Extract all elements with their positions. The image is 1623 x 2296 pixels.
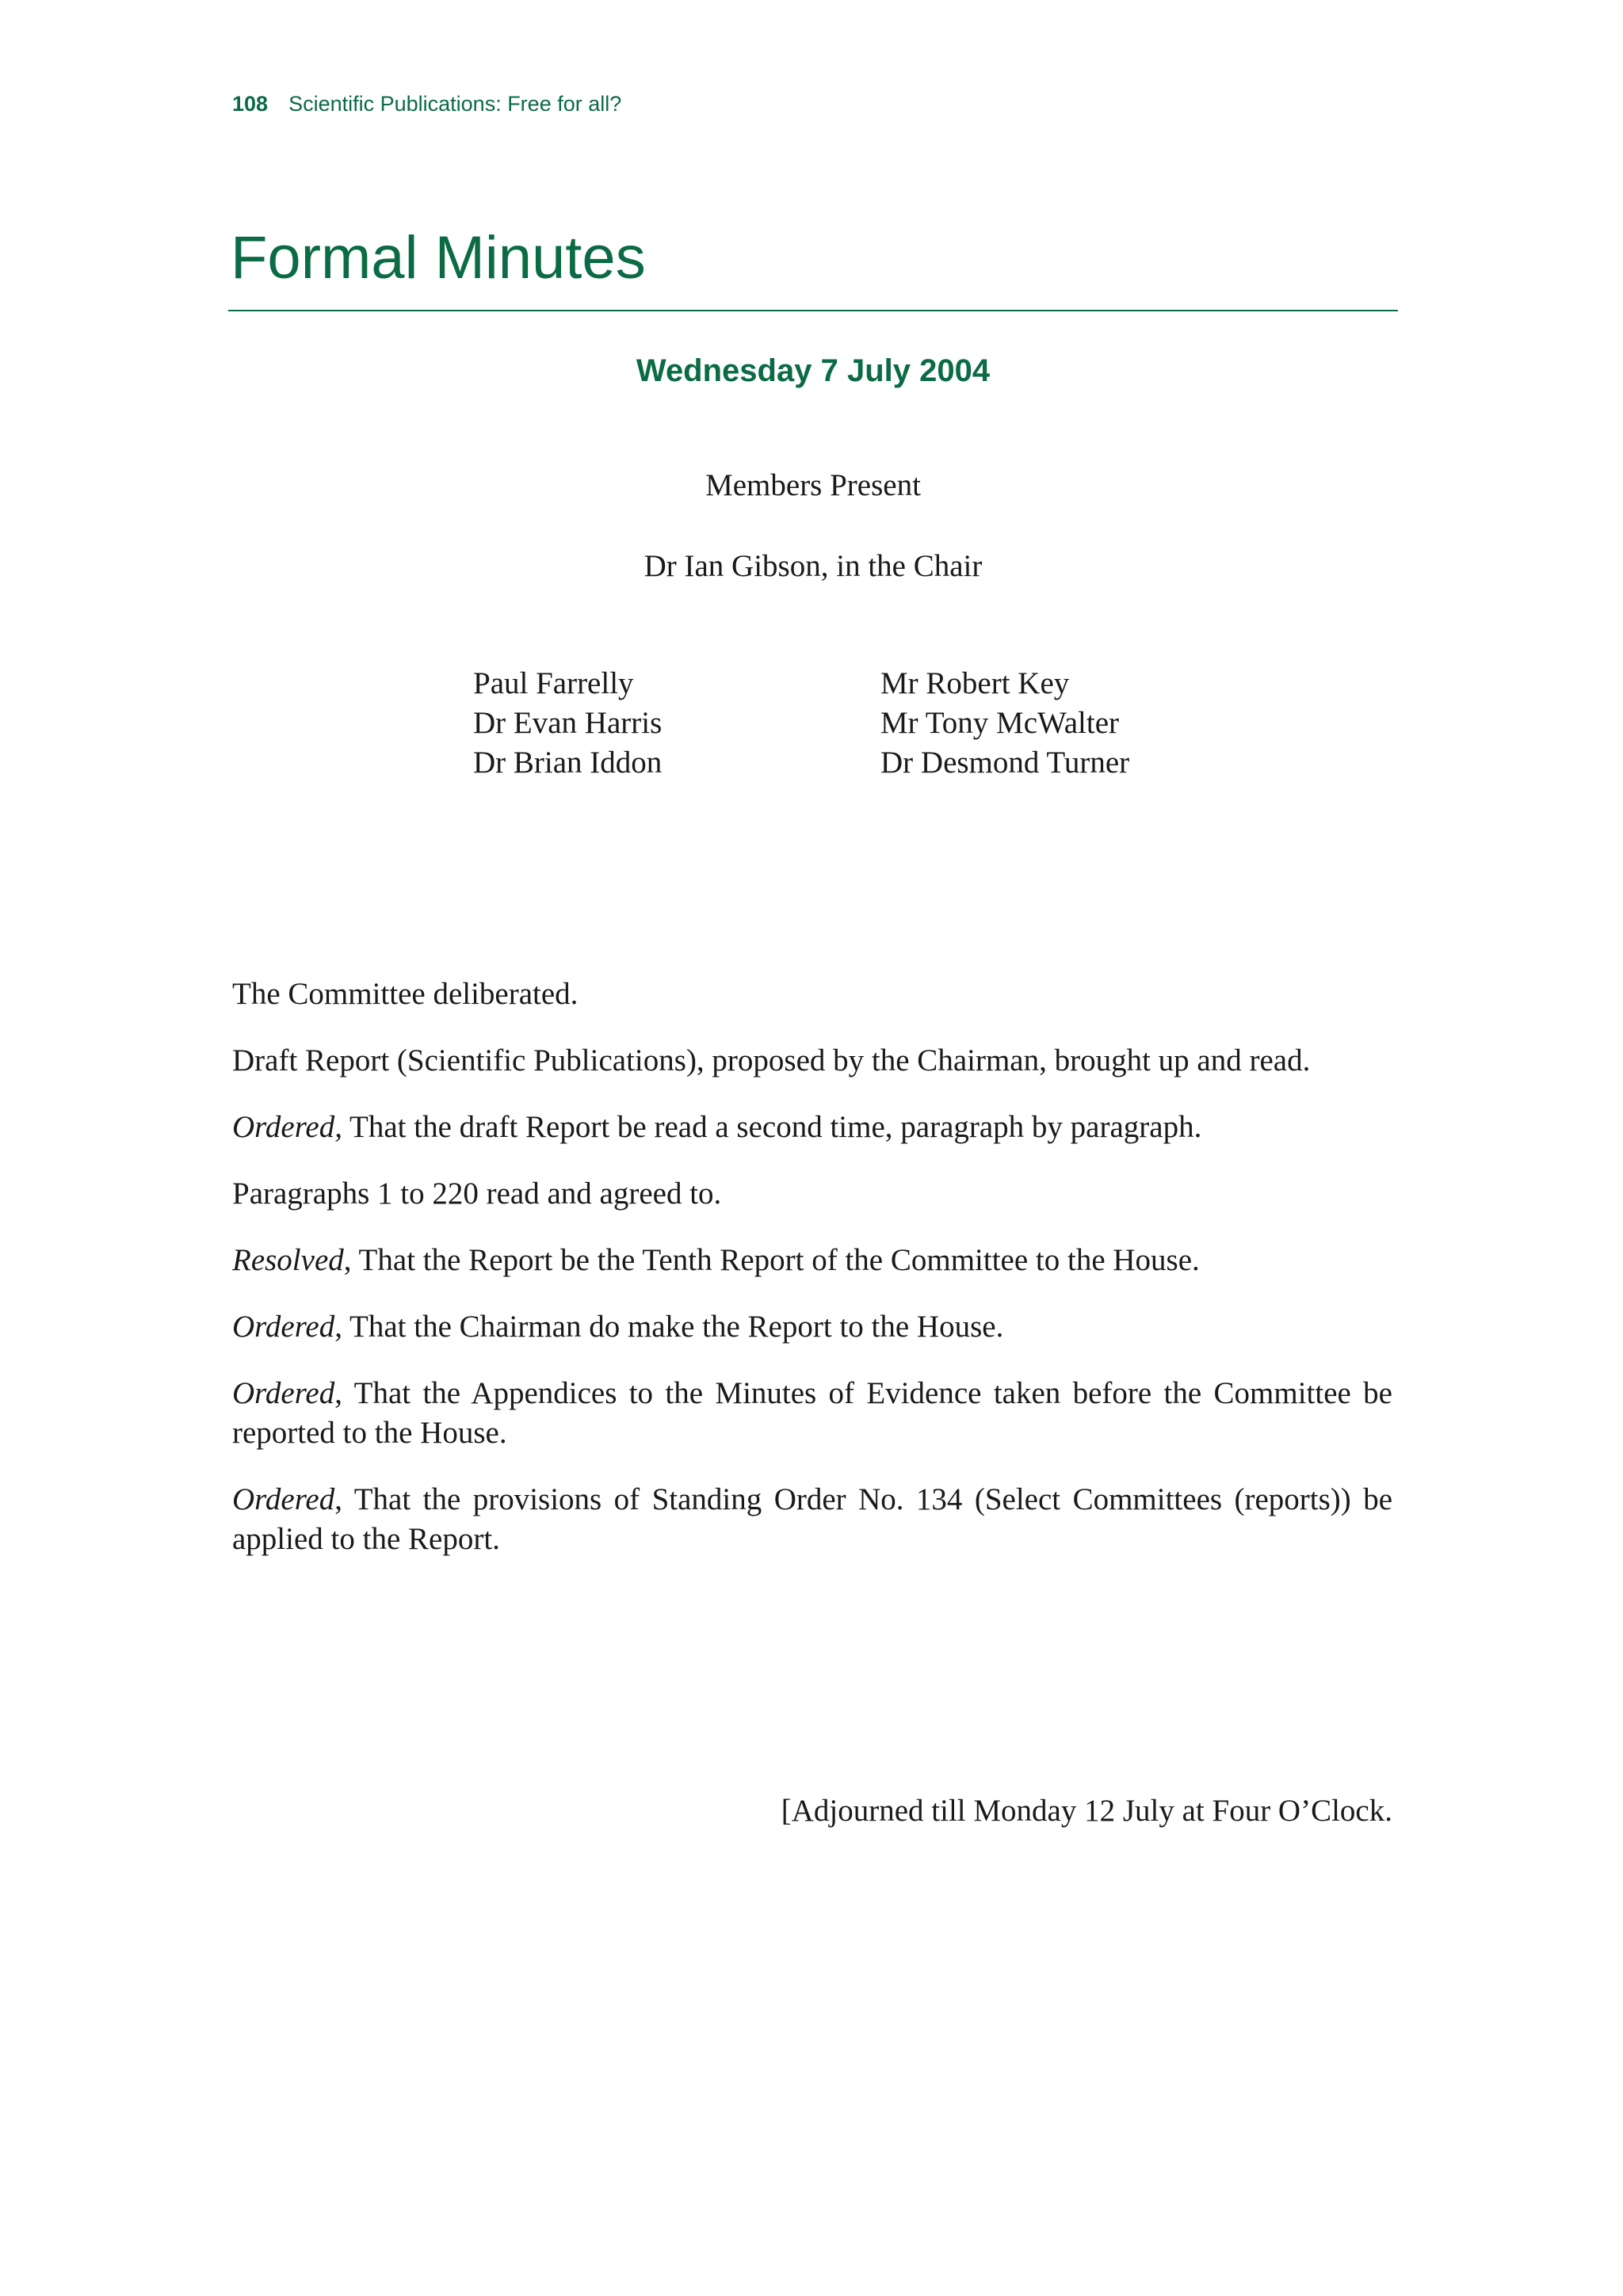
minutes-paragraph: [232, 1108, 1392, 1147]
minutes-paragraph: [232, 974, 1392, 1014]
minutes-paragraph: [232, 1307, 1392, 1347]
member-name: Mr Tony McWalter: [880, 706, 1120, 740]
minutes-paragraph: [232, 1041, 1392, 1081]
members-column-left: [473, 664, 662, 783]
minutes-paragraph: [232, 1374, 1392, 1453]
paragraph-lead: Ordered: [232, 1376, 335, 1410]
member-name: Mr Robert Key: [880, 666, 1070, 700]
adjournment-note: [Adjourned till Monday 12 July at Four O’Clock.: [781, 1794, 1392, 1828]
paragraph-text: The Committee deliberated.: [232, 977, 579, 1011]
members-present-label: Members Present: [705, 468, 921, 502]
paragraph-text: , That the Report be the Tenth Report of the Committee to the House.: [343, 1243, 1200, 1277]
chair-line: Dr Ian Gibson, in the Chair: [643, 549, 983, 583]
member-name: Dr Brian Iddon: [473, 746, 663, 780]
paragraph-lead: Ordered: [232, 1310, 335, 1344]
running-header: [232, 92, 621, 116]
meeting-date: Wednesday 7 July 2004: [636, 353, 991, 388]
member-name: Paul Farrelly: [473, 666, 634, 700]
paragraph-lead: Resolved: [232, 1243, 344, 1277]
paragraph-lead: Ordered,: [232, 1110, 342, 1144]
page-number: 108: [232, 92, 269, 116]
member-name: Dr Desmond Turner: [880, 746, 1130, 780]
running-title: Scientific Publications: Free for all?: [288, 92, 622, 116]
paragraph-lead: Ordered: [232, 1482, 335, 1516]
paragraph-text: , That the Appendices to the Minutes of Evidence taken before the Committee be reported to the House.: [232, 1376, 1392, 1450]
title-divider: [228, 310, 1398, 311]
paragraph-text: , That the provisions of Standing Order No. 134 (Select Committees (reports)) be applied to the Report.: [232, 1482, 1392, 1556]
paragraph-text: Draft Report (Scientific Publications), proposed by the Chairman, brought up and read.: [232, 1043, 1311, 1077]
paragraph-text: Paragraphs 1 to 220 read and agreed to.: [232, 1177, 722, 1211]
page-title: Formal Minutes: [231, 224, 646, 292]
members-column-right: [880, 664, 1129, 783]
paragraph-text: That the draft Report be read a second time, paragraph by paragraph.: [342, 1110, 1202, 1144]
minutes-body: [232, 974, 1392, 1586]
minutes-paragraph: [232, 1174, 1392, 1214]
paragraph-text: , That the Chairman do make the Report to the House.: [334, 1310, 1004, 1344]
minutes-paragraph: [232, 1241, 1392, 1280]
minutes-paragraph: [232, 1480, 1392, 1559]
member-name: Dr Evan Harris: [473, 706, 663, 740]
